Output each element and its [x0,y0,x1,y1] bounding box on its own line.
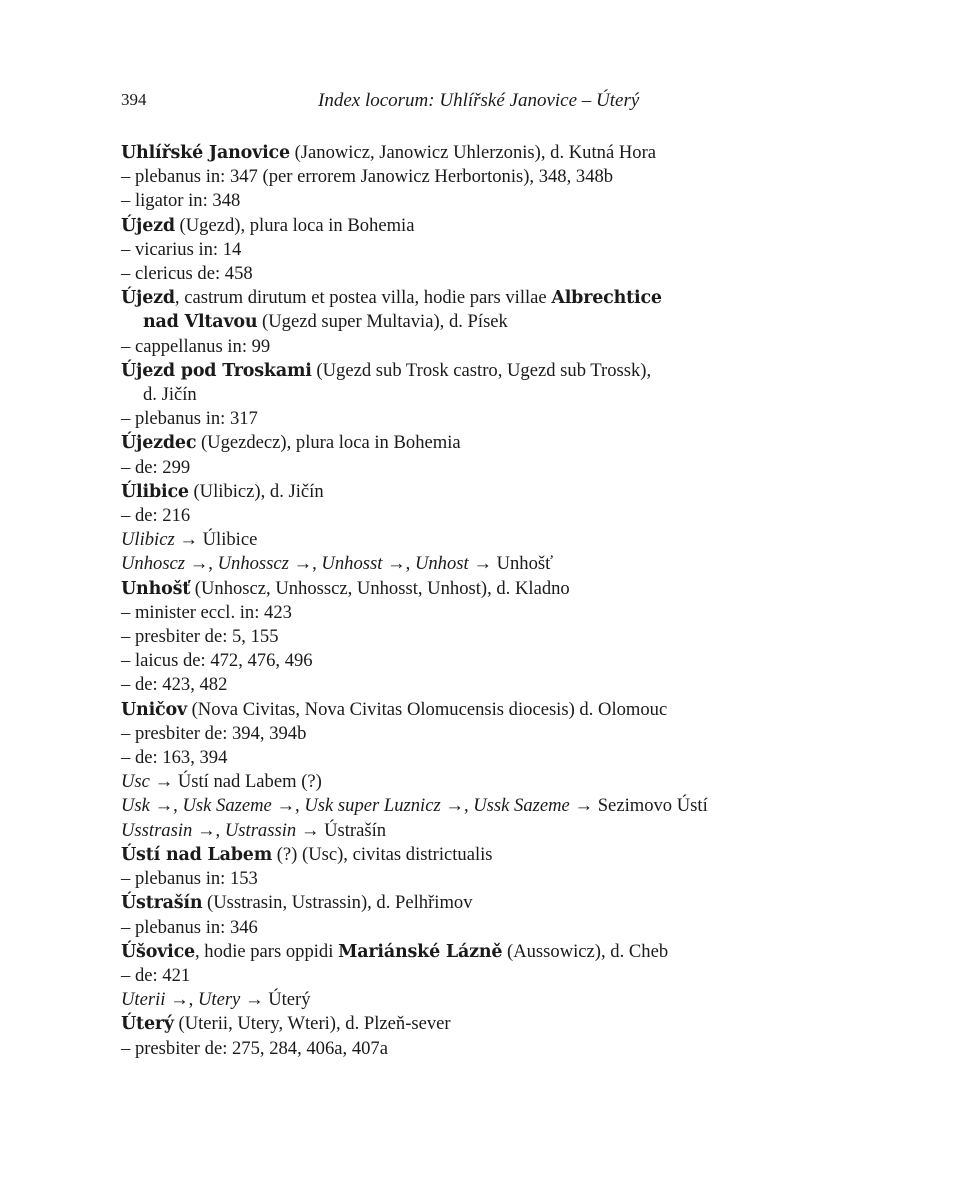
entry-text: (?) (Usc), civitas districtualis [272,843,493,865]
variant-form: Ustrassin [224,819,297,841]
index-line [121,601,841,625]
index-line [121,407,841,431]
index-line [121,141,841,165]
entry-headword: Újezdec [121,433,197,454]
index-line [121,819,841,843]
entry-headword: Újezd pod Troskami [121,360,312,381]
entry-text: – de: 299 [121,456,191,478]
variant-form: Unhosst [321,553,383,575]
entry-text: (Ugezd super Multavia), d. Písek [257,311,508,333]
entry-text: (Janowicz, Janowicz Uhlerzonis), d. Kutná Hora [289,142,657,163]
entry-text: →, [185,553,218,575]
entry-headword: nad Vltavou [143,312,258,333]
entry-headword: Uničov [121,699,187,720]
index-line [121,964,841,988]
entry-text: → Ústí nad Labem (?) [149,771,322,793]
entry-headword: Úterý [121,1014,174,1035]
index-line [121,843,841,867]
variant-form: Usc [121,771,150,793]
entry-text: (Nova Civitas, Nova Civitas Olomucensis diocesis) d. Olomouc [186,698,668,720]
index-line [121,480,841,504]
entry-headword: Albrechtice [551,288,662,309]
index-line [121,867,841,891]
entry-text: – de: 163, 394 [121,747,228,769]
index-line [121,214,841,238]
index-line [121,722,841,746]
index-line [121,238,841,262]
entry-text: →, [192,819,225,841]
entry-headword: Mariánské Lázně [338,941,503,962]
entry-text: , hodie pars oppidi [195,940,339,962]
entry-text: , castrum dirutum et postea villa, hodie pars villae [174,287,552,309]
variant-form: Unhost [414,553,469,575]
entry-text: → Úlibice [174,529,258,551]
entry-text: – de: 421 [121,964,191,986]
index-line [121,335,841,359]
entry-text: – minister eccl. in: 423 [121,601,292,623]
entry-text: (Uterii, Utery, Wteri), d. Plzeň-sever [173,1013,451,1035]
variant-form: Usstrasin [121,819,193,841]
entry-headword: Újezd [121,215,175,236]
variant-form: Utery [197,989,241,1011]
page-number: 394 [121,90,147,109]
index-line [121,794,841,818]
variant-form: Usk super Luznicz [304,795,441,817]
index-line [121,625,841,649]
entry-text: (Usstrasin, Ustrassin), d. Pelhřimov [202,892,473,914]
index-line [121,673,841,697]
variant-form: Unhosscz [217,553,289,575]
entry-text: →, [288,553,322,575]
index-line [121,1012,841,1036]
index-line [121,698,841,722]
index-line [121,1037,841,1061]
index-line [121,504,841,528]
index-line [121,286,841,310]
index-line [121,770,841,794]
index-line [121,456,841,480]
index-line [121,359,841,383]
entry-headword: Unhošť [121,578,191,599]
index-line [121,916,841,940]
entry-text: – plebanus in: 317 [121,408,258,430]
index-line [121,940,841,964]
entry-text: (Aussowicz), d. Cheb [502,940,669,962]
index-line [121,383,841,407]
entry-text: →, [165,989,198,1011]
entry-text: – laicus de: 472, 476, 496 [121,650,313,672]
entry-text: – de: 216 [121,505,191,527]
entry-text: – presbiter de: 394, 394b [121,722,307,744]
entry-headword: Úšovice [121,941,195,962]
entry-text: (Ugezd sub Trosk castro, Ugezd sub Trossk), [311,359,652,381]
entry-text: – cappellanus in: 99 [121,335,271,357]
entry-headword: Úlibice [121,481,189,502]
entry-text: (Unhoscz, Unhosscz, Unhosst, Unhost), d. Kladno [190,577,570,599]
index-line [121,189,841,213]
entry-text: →, [149,795,183,817]
entry-text: – presbiter de: 275, 284, 406a, 407a [121,1037,388,1059]
entry-text: – presbiter de: 5, 155 [121,626,279,648]
index-line [121,165,841,189]
entry-text: – ligator in: 348 [121,190,241,212]
variant-form: Usk [121,795,150,817]
entry-text: → Ústrašín [296,819,387,841]
entry-headword: Ústí nad Labem [121,844,273,865]
entry-headword: Ústrašín [121,893,203,914]
entry-headword: Újezd [121,288,175,309]
index-line [121,649,841,673]
index-line [121,577,841,601]
entry-text: – clericus de: 458 [121,263,253,285]
entry-text: – plebanus in: 347 (per errorem Janowicz Herbortonis), 348, 348b [121,166,614,188]
index-entries [121,141,841,1061]
variant-form: Unhoscz [121,553,186,575]
running-head: Index locorum: Uhlířské Janovice – Úterý [318,90,640,111]
index-line [121,528,841,552]
entry-text: (Ugezd), plura loca in Bohemia [174,214,415,236]
entry-text: → Sezimovo Ústí [569,795,708,817]
entry-text: – plebanus in: 153 [121,868,258,890]
entry-text: – vicarius in: 14 [121,238,242,260]
entry-text: (Ulibicz), d. Jičín [188,480,324,502]
entry-text: – de: 423, 482 [121,674,228,696]
index-line [121,988,841,1012]
variant-form: Usk Sazeme [182,795,272,817]
variant-form: Ussk Sazeme [473,795,570,817]
entry-text: (Ugezdecz), plura loca in Bohemia [196,432,461,454]
variant-form: Ulibicz [121,529,175,551]
index-line [121,262,841,286]
entry-text: – plebanus in: 346 [121,916,258,938]
index-line [121,746,841,770]
index-line [121,891,841,915]
index-line [121,310,841,334]
entry-text: → Úterý [240,989,311,1011]
entry-headword: Uhlířské Janovice [121,143,290,163]
variant-form: Uterii [121,989,166,1011]
entry-text: →, [271,795,305,817]
entry-text: d. Jičín [143,384,197,406]
index-line [121,431,841,455]
entry-text: →, [440,795,474,817]
entry-text: →, [382,553,415,575]
entry-text: → Unhošť [468,553,554,575]
index-line [121,552,841,576]
